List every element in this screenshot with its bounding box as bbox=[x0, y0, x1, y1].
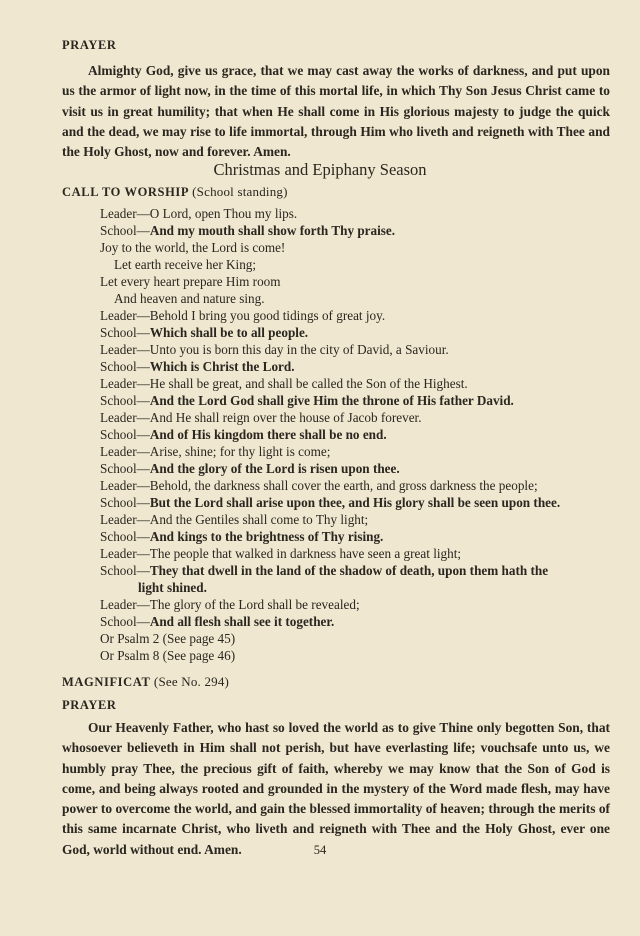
reading-line: School—And the glory of the Lord is risen upon thee. bbox=[100, 461, 400, 476]
magnificat-heading bbox=[62, 674, 229, 690]
page-number: 54 bbox=[313, 843, 327, 857]
reading-line: School—They that dwell in the land of the shadow of death, upon them hath the bbox=[100, 563, 549, 578]
reading-line: School—But the Lord shall arise upon thee, and His glory shall be seen upon thee. bbox=[100, 495, 561, 510]
reading-line: School—And my mouth shall show forth Thy praise. bbox=[100, 223, 396, 238]
reading-line: Leader—Behold, the darkness shall cover the earth, and gross darkness the people; bbox=[100, 478, 538, 493]
reading-line: Leader—The people that walked in darkness have seen a great light; bbox=[100, 546, 462, 561]
reading-line: And heaven and nature sing. bbox=[114, 291, 265, 306]
reading-line: light shined. bbox=[138, 580, 207, 595]
reading-line: School—Which is Christ the Lord. bbox=[100, 359, 295, 374]
reading-line: Leader—Behold I bring you good tidings of great joy. bbox=[100, 308, 386, 323]
reading-line: School—And of His kingdom there shall be no end. bbox=[100, 427, 387, 442]
magnificat-note: (See No. 294) bbox=[153, 674, 230, 689]
magnificat-label: MAGNIFICAT bbox=[62, 675, 151, 689]
reading-line: Leader—And the Gentiles shall come to Thy light; bbox=[100, 512, 369, 527]
section-title: Christmas and Epiphany Season bbox=[213, 160, 427, 179]
call-to-worship-note: (School standing) bbox=[192, 184, 288, 199]
prayer-heading: PRAYER bbox=[62, 38, 117, 52]
reading-line: Or Psalm 8 (See page 46) bbox=[100, 648, 236, 663]
reading-line: School—And the Lord God shall give Him the throne of His father David. bbox=[100, 393, 514, 408]
reading-line: School—And all flesh shall see it together. bbox=[100, 614, 335, 629]
prayer-heading-2: PRAYER bbox=[62, 698, 117, 712]
reading-line: Leader—Arise, shine; for thy light is come; bbox=[100, 444, 331, 459]
call-to-worship-label: CALL TO WORSHIP bbox=[62, 185, 189, 199]
reading-line: Let earth receive her King; bbox=[114, 257, 257, 272]
reading-line: School—Which shall be to all people. bbox=[100, 325, 309, 340]
prayer-text: Almighty God, give us grace, that we may cast away the works of darkness, and put upon us the armor of light now, in the time of this mortal life, in which Thy Son Jesus Christ came to visit us in great humility; that when He shall come in His glorious majesty to judge the quick and the dead, we may rise to life immortal, through Him who liveth and reigneth with Thee and the Holy Ghost, now and forever. Amen. bbox=[62, 63, 610, 160]
reading-line: Or Psalm 2 (See page 45) bbox=[100, 631, 236, 646]
reading-line: Leader—He shall be great, and shall be called the Son of the Highest. bbox=[100, 376, 468, 391]
reading-line: Leader—Unto you is born this day in the city of David, a Saviour. bbox=[100, 342, 449, 357]
reading-line: Leader—And He shall reign over the house of Jacob forever. bbox=[100, 410, 422, 425]
prayer-text-2: Our Heavenly Father, who hast so loved the world as to give Thine only begotten Son, that whosoever believeth in Him shall not perish, but have everlasting life; vouchsafe unto us, we humbly pray Thee, the precious gift of faith, whereby we may know that the Son of God is come, and being always rooted and grounded in the mystery of the Word made flesh, may have power to overcome the world, and gain the blessed immortality of heaven; through the merits of this same incarnate Christ, who liveth and reigneth with Thee and the Holy Ghost, ever one God, world without end. Amen. bbox=[62, 720, 610, 857]
reading-line: School—And kings to the brightness of Thy rising. bbox=[100, 529, 384, 544]
reading-line: Leader—O Lord, open Thou my lips. bbox=[100, 206, 298, 221]
reading-line: Joy to the world, the Lord is come! bbox=[100, 240, 286, 255]
call-to-worship-heading bbox=[62, 184, 288, 200]
reading-line: Let every heart prepare Him room bbox=[100, 274, 281, 289]
reading-line: Leader—The glory of the Lord shall be revealed; bbox=[100, 597, 360, 612]
